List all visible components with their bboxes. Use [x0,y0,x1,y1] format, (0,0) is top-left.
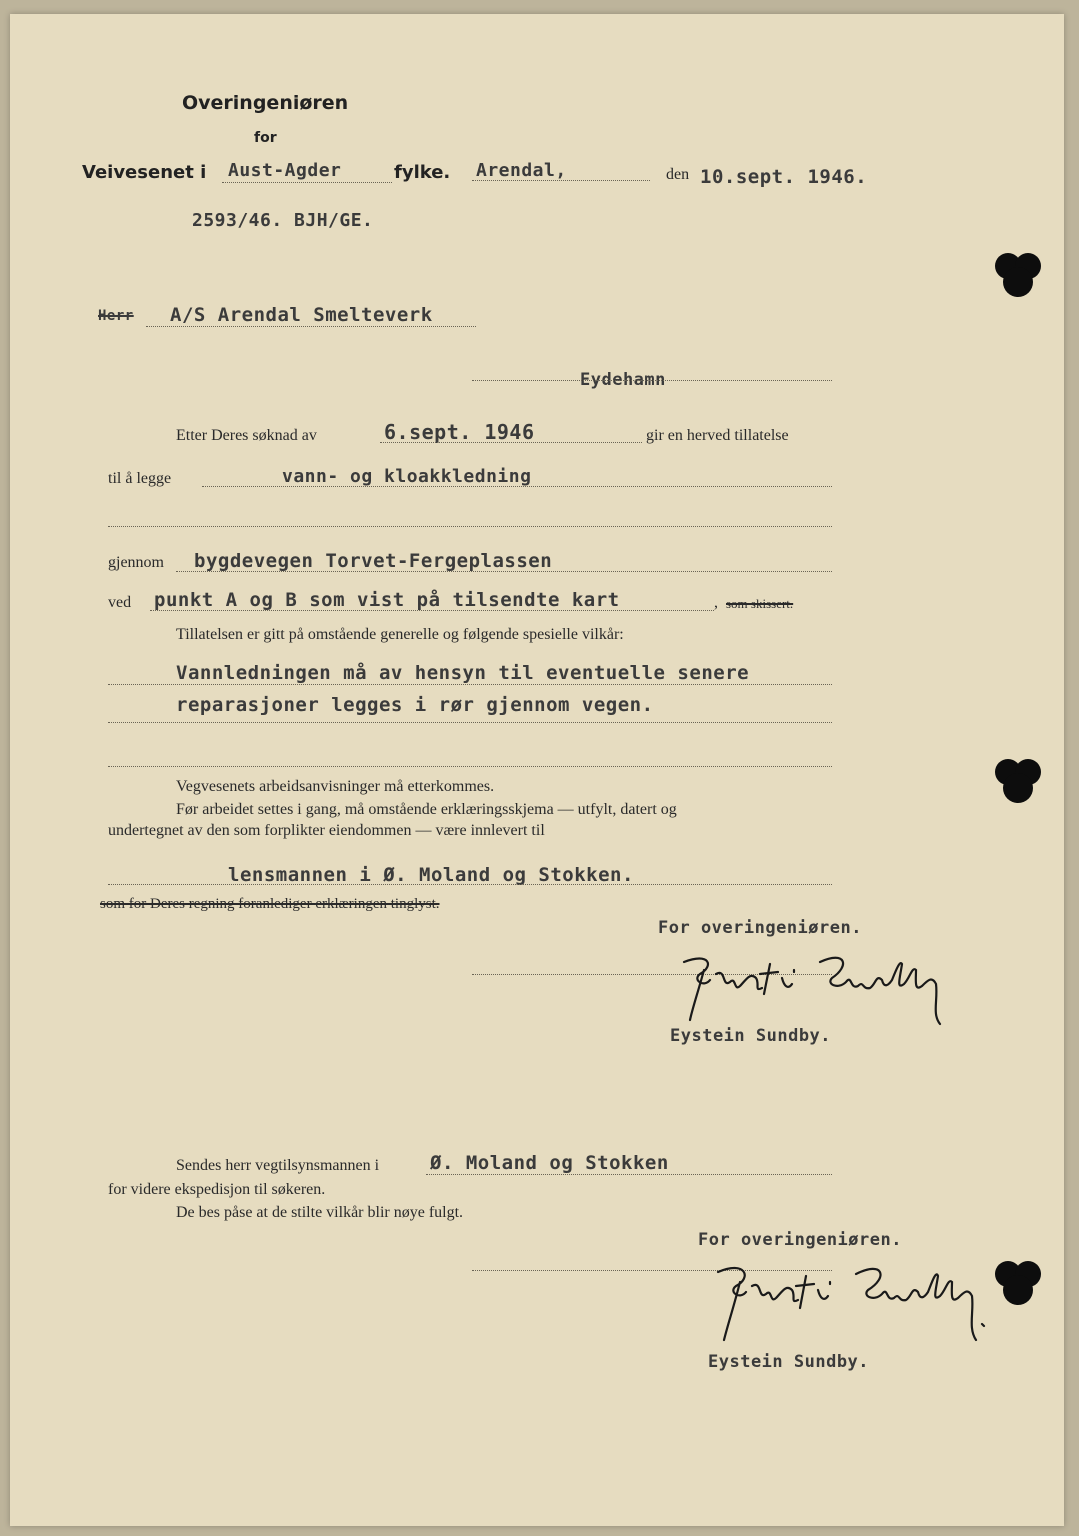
ved-label: ved [108,594,132,611]
instructions-line-2: Før arbeidet settes i gang, må omstående erklæringsskjema — utfylt, datert og [176,801,677,818]
veivesenet-label: Veivesenet i [82,162,207,183]
sendes-label: Sendes herr vegtilsynsmannen i [176,1157,380,1174]
struck-regning-text: som for Deres regning foranlediger erklæringen tinglyst. [100,896,440,912]
sendes-value: Ø. Moland og Stokken [430,1152,669,1174]
den-label: den [666,166,690,183]
ved-value: punkt A og B som vist på tilsendte kart [154,589,620,611]
county-dotline [222,182,392,183]
etter-soknad-label: Etter Deres søknad av [176,427,317,444]
binder-hole-bottom-icon [994,1254,1042,1310]
reference-number: 2593/46. BJH/GE. [192,210,374,231]
condition-dotline-1 [108,684,832,685]
ved-dotline [150,610,714,611]
instructions-line-1: Vegvesenets arbeidsanvisninger må etterkommes. [176,778,495,795]
gjennom-dotline [176,571,832,572]
til-a-legge-label: til å legge [108,470,172,487]
struck-herr: Herr [98,308,134,324]
letterhead-for: for [254,130,277,146]
footer-line-2: for videre ekspedisjon til søkeren. [108,1181,326,1198]
what-dotline [202,486,832,487]
recipient-location: Eydehamn [580,370,666,390]
delivered-dotline [108,884,832,885]
signatory-name-1: Eystein Sundby. [670,1026,832,1046]
for-overingenioren-2: For overingeniøren. [698,1230,902,1250]
signatory-name-2: Eystein Sundby. [708,1352,870,1372]
blank-dotline-1 [108,526,832,527]
signature-1-handwriting [670,944,950,1024]
condition-line-2: reparasjoner legges i rør gjennom vegen. [176,694,654,716]
for-overingenioren-1: For overingeniøren. [658,918,862,938]
fylke-label: fylke. [394,162,451,183]
blank-dotline-2 [108,766,832,767]
what-value: vann- og kloakkledning [282,466,532,487]
letterhead-title: Overingeniøren [182,92,349,114]
comma: , [714,594,718,611]
struck-som-skissert: som skissert. [726,596,794,611]
condition-dotline-2 [108,722,832,723]
recipient-dotline [146,326,476,327]
gjennom-label: gjennom [108,554,164,571]
location-dotline [472,380,832,381]
letter-date: 10.sept. 1946. [700,166,868,188]
instructions-line-3: undertegnet av den som forplikter eiendommen — være innlevert til [108,822,545,839]
binder-hole-top-icon [994,246,1042,302]
document-page [10,14,1064,1526]
recipient-name: A/S Arendal Smelteverk [170,304,433,326]
place-dotline [472,180,650,181]
sendes-dotline [426,1174,832,1175]
tillatelse-label: gir en herved tillatelse [646,427,789,444]
tillatelsen-text: Tillatelsen er gitt på omstående generelle og følgende spesielle vilkår: [176,626,624,643]
gjennom-value: bygdevegen Torvet-Fergeplassen [194,550,553,572]
binder-hole-middle-icon [994,752,1042,808]
condition-line-1: Vannledningen må av hensyn til eventuelle senere [176,662,750,684]
place-value: Arendal, [476,160,567,181]
county-value: Aust-Agder [228,160,342,181]
application-date: 6.sept. 1946 [384,420,535,444]
footer-line-3: De bes påse at de stilte vilkår blir nøye fulgt. [176,1204,464,1221]
application-dotline [380,442,642,443]
delivered-to-value: lensmannen i Ø. Moland og Stokken. [228,864,634,886]
signature-2-handwriting [706,1254,996,1344]
